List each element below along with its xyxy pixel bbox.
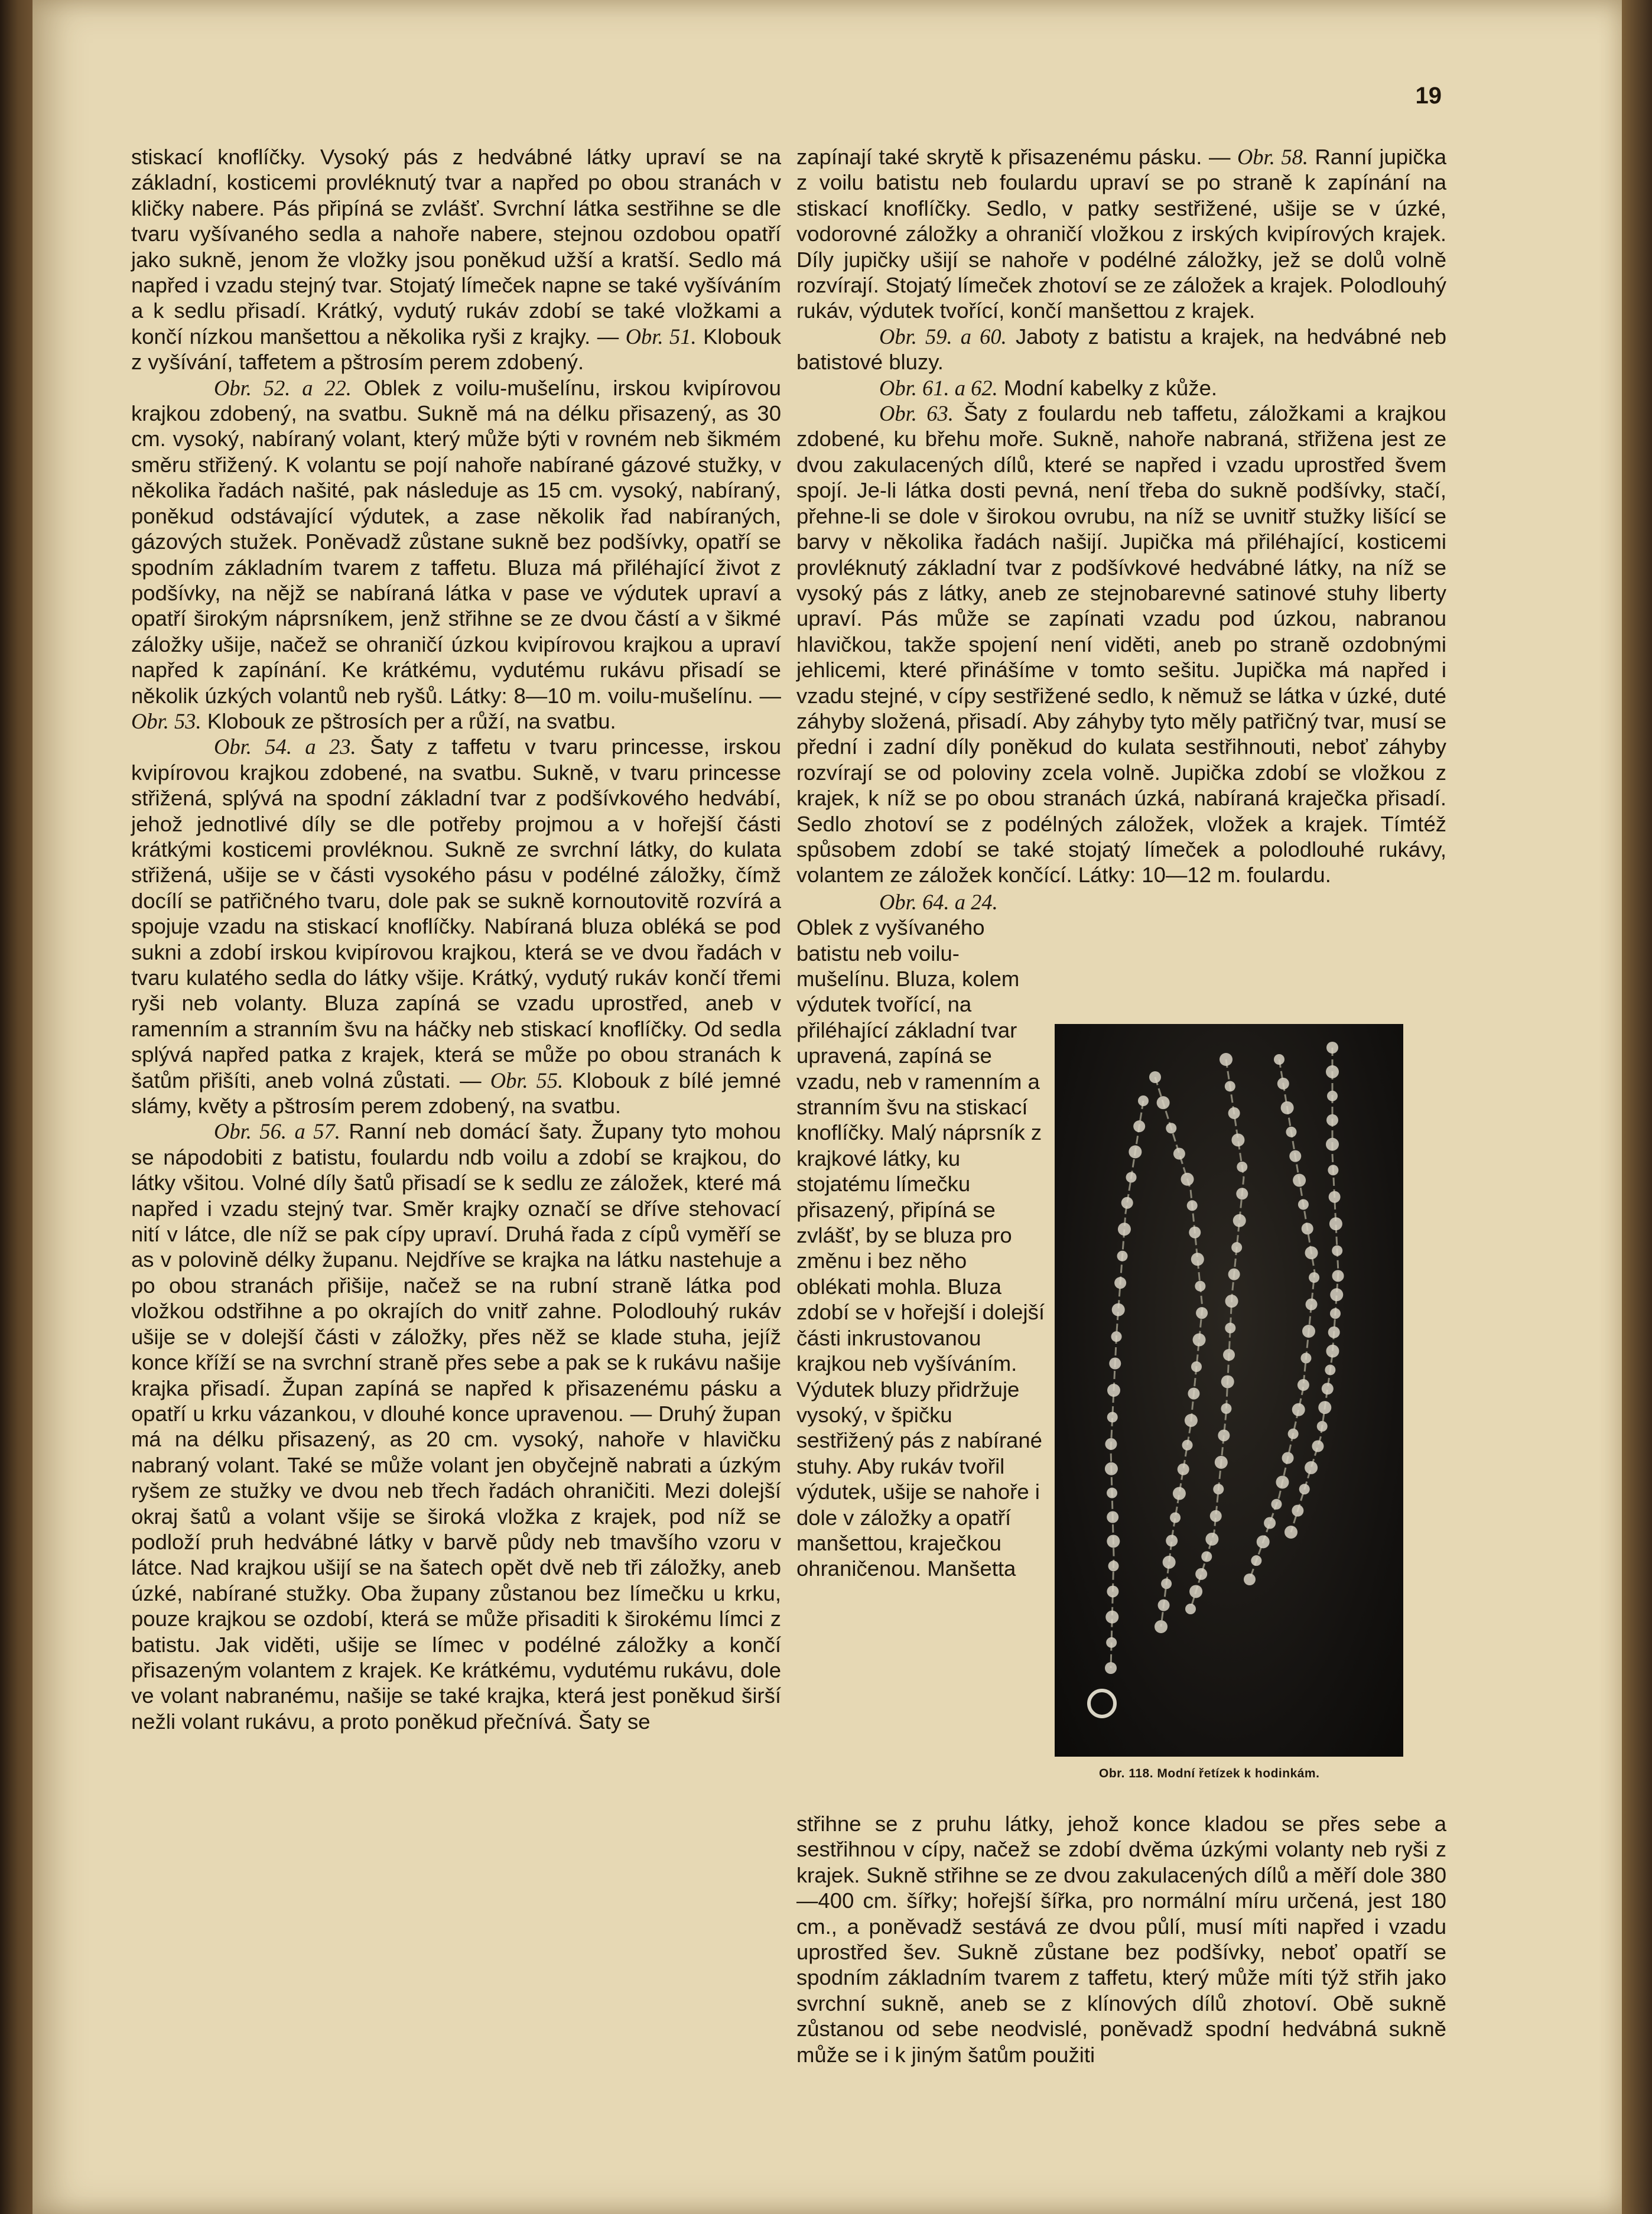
paragraph [131,734,781,1119]
chain-bead [1326,1345,1339,1358]
page-number: 19 [1415,83,1442,109]
chain-bead [1299,1484,1310,1494]
chain-bead [1105,1662,1117,1674]
chain-bead [1195,1568,1207,1580]
chain-bead [1129,1145,1142,1158]
chain-bead [1221,1375,1234,1388]
chain-bead [1215,1456,1228,1469]
chain-bead [1284,1526,1297,1539]
chain-bead [1201,1551,1212,1562]
chain-bead [1292,1505,1303,1517]
chain-bead [1191,1253,1204,1266]
chain-bead [1114,1277,1126,1289]
chain-bead [1182,1440,1193,1451]
chain-bead [1210,1510,1222,1522]
chain-bead [1173,1487,1186,1500]
chain-bead [1228,1107,1240,1119]
chain-bead [1218,1429,1230,1441]
chain-bead [1107,1534,1120,1547]
chain-bead [1231,1242,1242,1253]
chain-bead [1277,1078,1289,1090]
chain-bead [1276,1475,1289,1488]
chain-bead [1185,1604,1196,1614]
paragraph-text: Klobouk ze pštrosích per a růží, na svatbu. [201,708,616,733]
chain-bead [1108,1560,1119,1571]
chain-bead [1317,1421,1328,1432]
chain-bead [1118,1223,1131,1236]
chain-bead [1105,1438,1117,1450]
chain-bead [1302,1325,1315,1338]
chain-bead [1288,1429,1299,1439]
chain-bead [1221,1403,1231,1414]
chain-bead [1223,1349,1235,1361]
paragraph [796,144,1446,324]
paragraph-text: Ranní jupička z voilu batistu neb foulardu upraví se po straně k zapínání na stiskací knoflíčky. Sedlo, v patky sestřižené, ušije se v úzké, vodorovné záložky a ohraničí vložkou z irských kvipírových krajek. Díly jupičky ušijí se nahoře v podélné záložky, jež se dolů volně rozvírají. Stojatý límeček zhotoví se ze záložek a krajek. Polodlouhý rukáv, výdutek tvořící, končí manšettou z krajek. [796,145,1446,323]
chain-bead [1332,1270,1344,1282]
paragraph [131,144,781,375]
chain-bead [1121,1197,1133,1209]
chain-bead [1305,1246,1318,1259]
figure-reference: Obr. 54. a 23. [214,734,356,759]
chain-bead [1318,1401,1331,1414]
chain-bead [1322,1383,1334,1394]
chain-bead [1329,1191,1341,1203]
chain-bead [1329,1217,1342,1230]
chain-bead [1297,1379,1309,1391]
paragraph [796,401,1446,888]
paragraph-text: Klobouk z vyšívání, taffetem a pštrosím perem zdobený. [131,324,781,375]
chain-bead [1185,1414,1198,1427]
figure-reference: Obr. 61. a 62. [879,375,998,400]
chain-bead [1163,1556,1176,1569]
chain-bead [1325,1364,1335,1375]
chain-bead [1298,1199,1309,1210]
chain-bead [1106,1637,1117,1648]
paragraph-text: Šaty z taffetu v tvaru princesse, irskou kvipírovou krajkou zdobené, na svatbu. Sukně, v tvaru princesse střižená, splývá na spodní základní tvar z podšívkového hedvábí, jehož jednotlivé díly se dle potřeby projmou a v hořejší části krátkými kosticemi provléknou. Sukně ze svrchní látky, do kulata střižená, ušije se v části vysokého pásu v podélné záložky, čímž docílí se patřičného tvaru, dole pak se sukně kornoutovitě rozvírá a spojuje vzadu na stiskací knoflíčky. Nabíraná bluza obléká se pod sukni a zdobí irskou kvipírovou krajkou, která se ve dvou řadách v tvaru kulatého sedla do látky všije. Krátký, vydutý rukáv končí třemi ryši neb volanty. Bluza zapíná se vzadu uprostřed, aneb v ramenním a stranním švu na háčky neb stiskací knoflíčky. Od sedla splývá napřed patka z krajek, která se může po obou stranách k šatům přišíti, aneb volná zůstati. — [131,734,781,1093]
chain-bead [1196,1307,1208,1319]
chain-bead [1228,1269,1240,1280]
book-binding [0,0,32,2214]
chain-bead [1107,1511,1118,1523]
chain-bead [1107,1585,1118,1597]
chain-bead [1220,1053,1233,1066]
chain-illustration [1055,1024,1403,1757]
chain-bead [1117,1251,1128,1262]
chain-bead [1158,1599,1170,1611]
figure-reference: Obr. 63. [879,401,954,426]
chain-bead [1225,1081,1235,1091]
chain-bead [1191,1361,1202,1372]
chain-bead [1328,1327,1340,1338]
paragraph-text: Ranní neb domácí šaty. Župany tyto mohou se nápodobiti z batistu, foulardu ndb voilu a zdobí se krajkou, do látky všitou. Volné díly šatů přisadí se k sedlu ze záložek, které má napřed i vzadu stejný tvar. Směr krajky označí se dříve stehovací nití v látce, dle níž se pak cípy upraví. Druhá řada z cípů vyměří se as v polovině délky županu. Nejdříve se krajka na látku nastehuje a po obou stranách přišije, načež se na rubní straně látka pod vložkou odstřihne a po okrajích do vnitř zahne. Polodlouhý rukáv ušije se v dolejší části v záložky, přes něž se klade stuha, jejíž konce kříží se na svrchní straně přes sebe a pak se k rukávu našije krajka přisadí. Župan zapíná se napřed k přisazenému pásku a opatří u krku vázankou, v dlouhé konce upravenou. — Druhý župan má na délku přisazený, as 20 cm. vysoký, nahoře v hlavičku nabraný volant. Také se může volant jen obyčejně nabrati a úzkým ryšem ze stužky ve dvou neb třech řadách ohraničiti. Mezi dolejší okraj šatů a volant všije se široká vložka z krajek, pod níž se podloží pruh hedvábné látky v barvě půdy neb tmavšího vzoru v látce. Nad krajkou ušijí se na šatech opět dvě neb tři záložky, aneb úzké, nabírané stužky. Oba župany zůstanou bez límečku u krku, pouze krajkou se ozdobí, která se může přisaditi k širokému límci z batistu. Jak viděti, ušije se límec v podélné záložky a končí přisazeným volantem z krajek. Ke krátkému, vydutému rukávu, dole ve volant nabranému, našije se také krajka, která jest poněkud širší nežli volant rukávu, a proto poněkud přečnívá. Šaty se [131,1119,781,1734]
paragraph-text: Jaboty z batistu a krajek, na hedvábné neb batistové bluzy. [796,324,1446,375]
paragraph-text: Oblek z voilu-mušelínu, irskou kvipírovou krajkou zdobený, na svatbu. Sukně má na délku přisazený, as 30 cm. vysoký, nabíraný volant, který může býti v rovném neb šikmém směru střižený. K volantu se pojí nahoře nabírané gázové stužky, v několika řadách našité, pak následuje as 15 cm. vysoký, nabíraný, poněkud odstávající výdutek, a zase několik řad nabíraných, gázových stužek. Poněvadž zůstane sukně bez podšívky, opatří se spodním základním tvarem z taffetu. Bluza má přiléhající život z podšívky, na nějž se nabíraná látka v pase ve výdutek upraví a opatří širokým náprsníkem, jenž střihne se ze dvou částí a v šikmé záložky ušije, načež se ohraničí úzkou kvipírovou krajkou a upraví napřed k zapínání. Ke krátkému, vydutému rukávu přisadí se několik úzkých volantů neb ryšů. Látky: 8—10 m. voilu-mušelínu. — [131,375,781,708]
chain-bead [1157,1096,1170,1109]
chain-bead [1173,1148,1185,1160]
chain-bead [1105,1611,1118,1624]
paragraph [131,1119,781,1734]
figure-reference: Obr. 52. a 22. [214,375,352,400]
chain-bead [1281,1101,1294,1114]
chain-bead [1225,1295,1238,1308]
figure-reference: Obr. 56. a 57. [214,1119,340,1144]
chain-bead [1286,1127,1296,1137]
chain-bead [1107,1384,1120,1397]
paragraph-text: Šaty z foulardu neb taffetu, záložkami a krajkou zdobené, ku břehu moře. Sukně, nahoře nabraná, střižena jest ze dvou zakulacených dílů, které se napřed i vzadu uprostřed švem spojí. Je-li látka dosti pevná, není třeba do sukně podšívky, stačí, přehne-li se dole v širokou ovrubu, na níž se uvnitř stužky lišící se barvy v několika řadách našijí. Jupička má přiléhající, kosticemi provléknutý základní tvar z podšívkové hedvábné látky, na níž se vysoký pás z látky, aneb ze stejnobarevné satinové stuhy liberty upraví. Pás může se zapínati vzadu pod úzkou, nabranou hlavičkou, takže spojení není viděti, aneb po straně ozdobnými jehlicemi, které přinášíme v tomto sešitu. Jupička má napřed i vzadu stejné, v cípy sestřižené sedlo, k němuž se látka v úzké, duté záhyby složená, přisadí. Aby záhyby tyto měly patřičný tvar, musí se přední i zadní díly poněkud do kulata sestřihnouti, neboť záhyby rozvírají se od poloviny zcela volně. Jupička zdobí se vložkou z krajek, k níž se po obou stranách úzká, nabíraná kraječka přisadí. Sedlo zhotoví se z podélných záložek, vložek a krajek. Tímtéž spůsobem zdobí se také stojatý límeček a polodlouhé rukávy, volantem ze záložek končící. Látky: 10—12 m. foulardu. [796,401,1446,887]
chain-bead [1309,1272,1319,1283]
chain-bead [1231,1133,1244,1146]
watch-chain-photo [1055,1024,1403,1757]
chain-bead [1237,1162,1247,1172]
chain-bead [1213,1484,1224,1494]
chain-bead [1293,1174,1306,1187]
figure-reference: Obr. 55. [490,1068,564,1093]
chain-bead [1330,1308,1341,1319]
paragraph-heading [796,889,1446,915]
paragraph [131,375,781,734]
figure-reference: Obr. 58. [1237,145,1308,169]
chain-bead [1111,1331,1122,1342]
chain-bead [1326,1114,1338,1126]
chain-bead [1326,1065,1339,1078]
paragraph-text: stiskací knoflíčky. Vysoký pás z hedvábné látky upraví se na základní, kosticemi provléknutý tvar a napřed po obou stranách v kličky nabere. Pás připíná se zvlášť. Svrchní látka sestřihne se dle tvaru vyšívaného sedla a nahoře nabere, stejnou ozdobou opatří jako sukně, jenom že vložky jsou poněkud užší a kratší. Sedlo má napřed i vzadu stejný tvar. Stojatý límeček napne se také vyšíváním a k sedlu přisadí. Krátký, vydutý rukáv zdobí se také vložkami a končí nízkou manšettou a několika ryši z krajky. — [131,145,781,349]
chain-bead [1326,1042,1338,1054]
chain-bead [1244,1573,1256,1585]
chain-bead [1170,1512,1181,1523]
chain-bead [1155,1620,1168,1633]
chain-bead [1257,1535,1270,1548]
chain-bead [1189,1585,1202,1598]
chain-bead [1292,1403,1305,1416]
chain-bead [1138,1095,1149,1106]
chain-strand [1250,1059,1315,1579]
figure-reference: Obr. 53. [131,708,201,733]
chain-bead [1274,1054,1284,1065]
paragraph [796,324,1446,375]
chain-bead [1289,1150,1301,1162]
chain-bead [1300,1353,1311,1363]
paragraph-text: Klobouk z bílé jemné slámy, květy a pštrosím perem zdobený, na svatbu. [131,1068,781,1119]
chain-bead [1195,1281,1205,1292]
chain-bead [1188,1387,1199,1399]
chain-bead [1107,1488,1117,1498]
chain-bead [1312,1441,1323,1452]
chain-bead [1328,1165,1338,1175]
chain-bead [1112,1303,1125,1316]
figure-reference: Obr. 59. a 60. [879,324,1007,349]
chain-bead [1107,1412,1118,1422]
chain-bead [1332,1246,1342,1256]
chain-bead [1306,1299,1318,1311]
chain-bead [1126,1172,1137,1183]
chain-bead [1109,1358,1121,1370]
figure-reference: Obr. 51. [625,324,697,349]
chain-bead [1225,1323,1235,1334]
chain-bead [1181,1173,1194,1186]
chain-bead [1282,1452,1294,1464]
chain-bead [1302,1223,1313,1234]
chain-bead [1166,1535,1178,1547]
chain-bead [1205,1533,1218,1546]
chain-bead [1305,1461,1318,1474]
figure-caption: Obr. 118. Modní řetízek k hodinkám. [1099,1767,1320,1780]
chain-bead [1161,1578,1172,1589]
left-column [131,144,781,1734]
chain-bead [1149,1071,1161,1083]
chain-bead [1105,1462,1118,1475]
chain-bead [1133,1120,1145,1132]
chain-bead [1236,1188,1248,1199]
chain-bead [1327,1091,1338,1101]
chain-bead [1166,1123,1176,1133]
chain-bead [1251,1555,1261,1566]
chain-bead [1178,1464,1189,1475]
figure-reference: Obr. 64. a 24. [879,889,998,914]
chain-bead [1189,1227,1201,1238]
chain-bead [1187,1200,1198,1211]
continuation-paragraph: střihne se z pruhu látky, jehož konce kladou se přes sebe a sestřihnou v cípy, načež se zdobí dvěma úzkými volanty neb ryši z krajek. Sukně střihne se ze dvou zakulacených dílů a měří dole 380—400 cm. šířky; hořejší šířka, pro normální míru určená, jest 180 cm., a poněvadž sestává ze dvou půlí, musí míti napřed i vzadu uprostřed šev. Sukně zůstane bez podšívky, neboť opatří se spodním základním tvarem z taffetu, který může míti týž střih jako svrchní sukně, aneb se z klínových dílů zhotoví. Obě sukně zůstanou od sebe neodvislé, poněvadž spodní hedvábná sukně může se i k jiným šatům použiti [796,1812,1446,2067]
chain-bead [1264,1517,1276,1529]
chain-bead [1326,1138,1339,1151]
chain-bead [1193,1334,1206,1347]
page-edge [1622,0,1652,2214]
chain-bead [1271,1499,1282,1510]
chain-bead [1330,1288,1343,1301]
chain-ring [1089,1690,1115,1716]
paragraph-text: zapínají také skrytě k přisazenému pásku. — [796,145,1237,169]
paragraph [796,375,1446,401]
narrow-paragraph: Oblek z vyšívaného batistu neb voilu-mušelínu. Bluza, kolem výdutek tvořící, na přiléhající základní tvar upravená, zapíná se vzadu, neb v ramenním a stranním švu na stiskací knoflíčky. Malý náprsník z krajkové látky, ku stojatému límečku přisazený, připíná se zvlášť, by se bluza pro změnu i bez něho oblékati mohla. Bluza zdobí se v hořejší i dolejší části inkrustovanou krajkou neb vyšíváním. Výdutek bluzy přidržuje vysoký, v špičku sestřižený pás z nabírané stuhy. Aby rukáv tvořil výdutek, ušije se nahoře i dole v záložky a opatří manšettou, kraječkou ohraničenou. Manšetta [796,915,1045,1581]
paragraph-text: Modní kabelky z kůže. [997,375,1218,400]
chain-bead [1233,1214,1246,1227]
